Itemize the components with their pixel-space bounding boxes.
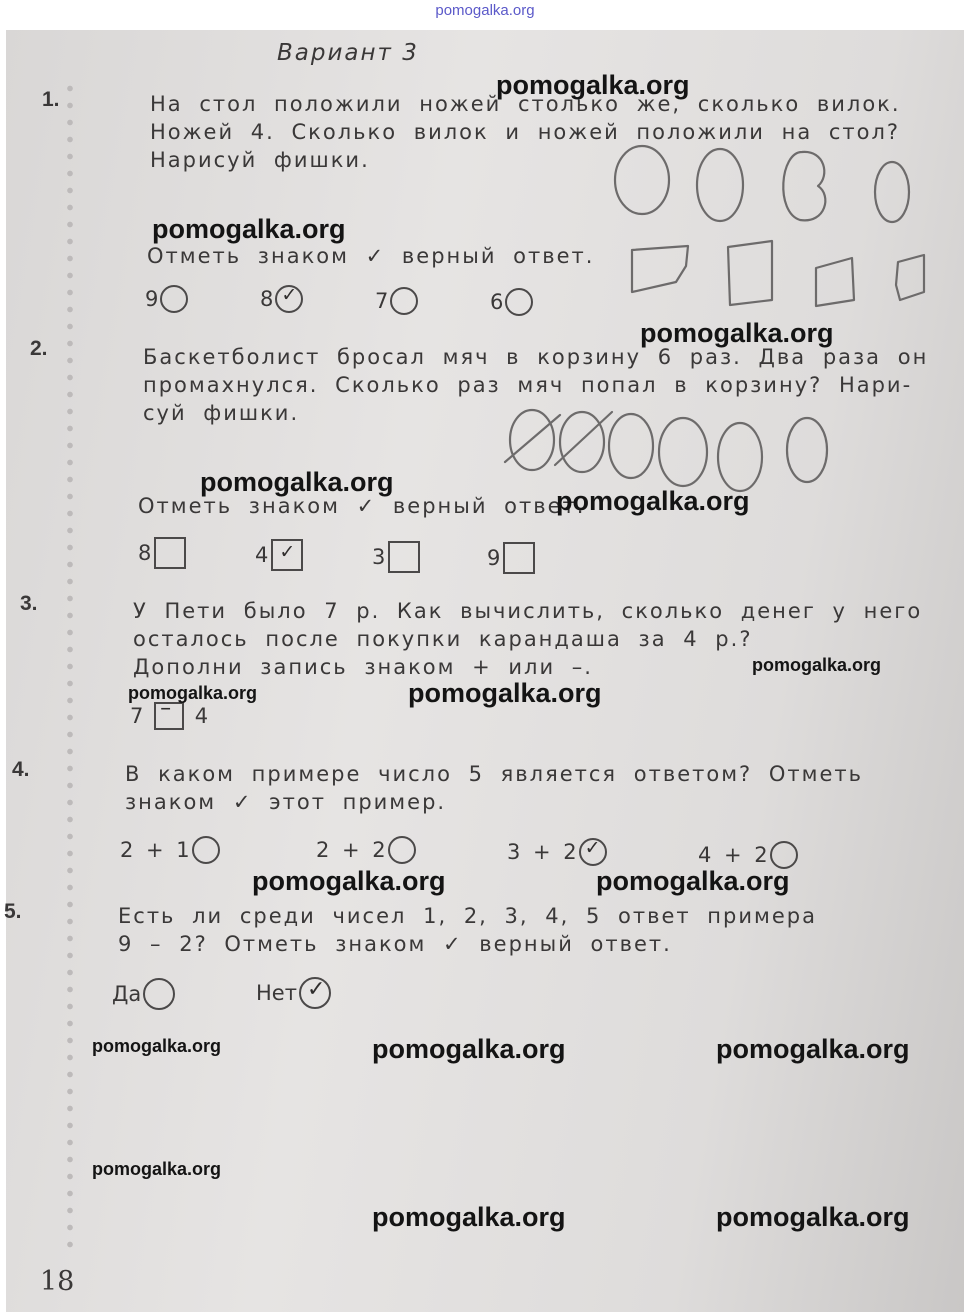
ball-token-5: [718, 423, 762, 491]
option-label: 3: [372, 545, 386, 569]
task-4-number: 4.: [12, 758, 30, 781]
watermark: pomogalka.org: [716, 1034, 910, 1064]
fork-tokens: [615, 146, 909, 222]
option-label: 9: [145, 287, 159, 311]
option-label: 6: [490, 290, 504, 314]
task-5-line-2: 9 – 2? Отметь знаком ✓ верный ответ.: [118, 932, 672, 956]
checkmark-icon: ✓: [281, 284, 298, 306]
task-5-number: 5.: [4, 900, 22, 923]
watermark: pomogalka.org: [716, 1202, 910, 1232]
ball-token-2: [560, 412, 604, 472]
watermark: pomogalka.org: [752, 655, 882, 675]
page-number: 18: [40, 1266, 75, 1297]
checkmark-icon: ✓: [306, 977, 326, 1002]
variant-heading: Вариант 3: [277, 40, 419, 66]
option-label: 9: [487, 546, 501, 570]
watermark: pomogalka.org: [152, 214, 346, 244]
token-oval-2: [697, 149, 743, 221]
minus-sign: –: [160, 696, 172, 721]
watermark: pomogalka.org: [640, 318, 834, 348]
task-1-number: 1.: [42, 88, 60, 111]
ball-token-4: [659, 418, 707, 486]
option-label: 7: [375, 289, 389, 313]
token-oval-4: [875, 162, 909, 222]
option-label: Нет: [256, 981, 297, 1005]
expression-left: 7: [130, 704, 144, 728]
option-label: 2 + 2: [316, 838, 386, 862]
watermark: pomogalka.org: [596, 866, 790, 896]
watermark: pomogalka.org: [408, 678, 602, 708]
option-label: 3 + 2: [507, 840, 577, 864]
watermark: pomogalka.org: [372, 1202, 566, 1232]
option-label: 8: [260, 287, 274, 311]
task-2-line-3: суй фишки.: [143, 401, 300, 425]
token-oval-3: [783, 152, 825, 220]
watermark: pomogalka.org: [252, 866, 446, 896]
checkmark-icon: ✓: [584, 837, 601, 859]
watermark: pomogalka.org: [92, 1036, 222, 1056]
watermark: pomogalka.org: [128, 683, 258, 703]
ball-token-3: [609, 414, 653, 478]
task-3-line-3: Дополни запись знаком + или –.: [133, 655, 593, 679]
token-shape-2: [728, 241, 772, 305]
task-5-line-1: Есть ли среди чисел 1, 2, 3, 4, 5 ответ примера: [118, 904, 817, 928]
task-1-line-2: Ножей 4. Сколько вилок и ножей положили на стол?: [150, 120, 901, 144]
task-1-instruction: Отметь знаком ✓ верный ответ.: [147, 244, 595, 268]
task-4-line-2: знаком ✓ этот пример.: [125, 790, 447, 814]
token-shape-1: [632, 246, 688, 292]
knife-tokens: [632, 241, 924, 306]
checkmark-icon: ✓: [279, 541, 296, 563]
ball-tokens: [505, 410, 827, 491]
option-label: 4 + 2: [698, 843, 768, 867]
option-label: 8: [138, 541, 152, 565]
task-2-line-2: промахнулся. Сколько раз мяч попал в корзину? Нари-: [143, 373, 913, 397]
site-link[interactable]: pomogalka.org: [435, 2, 535, 19]
option-label: 4: [255, 543, 269, 567]
expression-right: 4: [194, 704, 209, 728]
option-label: 2 + 1: [120, 838, 190, 862]
watermark: pomogalka.org: [496, 70, 690, 100]
token-oval-1: [615, 146, 669, 214]
ball-token-6: [787, 418, 827, 482]
watermark: pomogalka.org: [200, 467, 394, 497]
token-shape-3: [816, 258, 854, 306]
task-4-line-1: В каком примере число 5 является ответом? Отметь: [125, 762, 863, 786]
task-1-line-1: На стол положили ножей столько же, сколько вилок.: [150, 92, 901, 116]
task-2-number: 2.: [30, 337, 48, 360]
task-2-line-1: Баскетболист бросал мяч в корзину 6 раз. Два раза он: [143, 345, 929, 369]
watermark: pomogalka.org: [92, 1159, 222, 1179]
watermark: pomogalka.org: [556, 486, 750, 516]
option-label: Да: [112, 982, 142, 1006]
task-3-number: 3.: [20, 592, 38, 615]
token-shape-4: [896, 255, 924, 300]
watermark: pomogalka.org: [372, 1034, 566, 1064]
task-2-instruction: Отметь знаком ✓ верный ответ.: [138, 494, 586, 518]
task-1-line-3: Нарисуй фишки.: [150, 148, 370, 172]
task-3-line-2: осталось после покупки карандаша за 4 р.?: [133, 627, 753, 651]
task-3-line-1: У Пети было 7 р. Как вычислить, сколько денег у него: [133, 599, 923, 623]
